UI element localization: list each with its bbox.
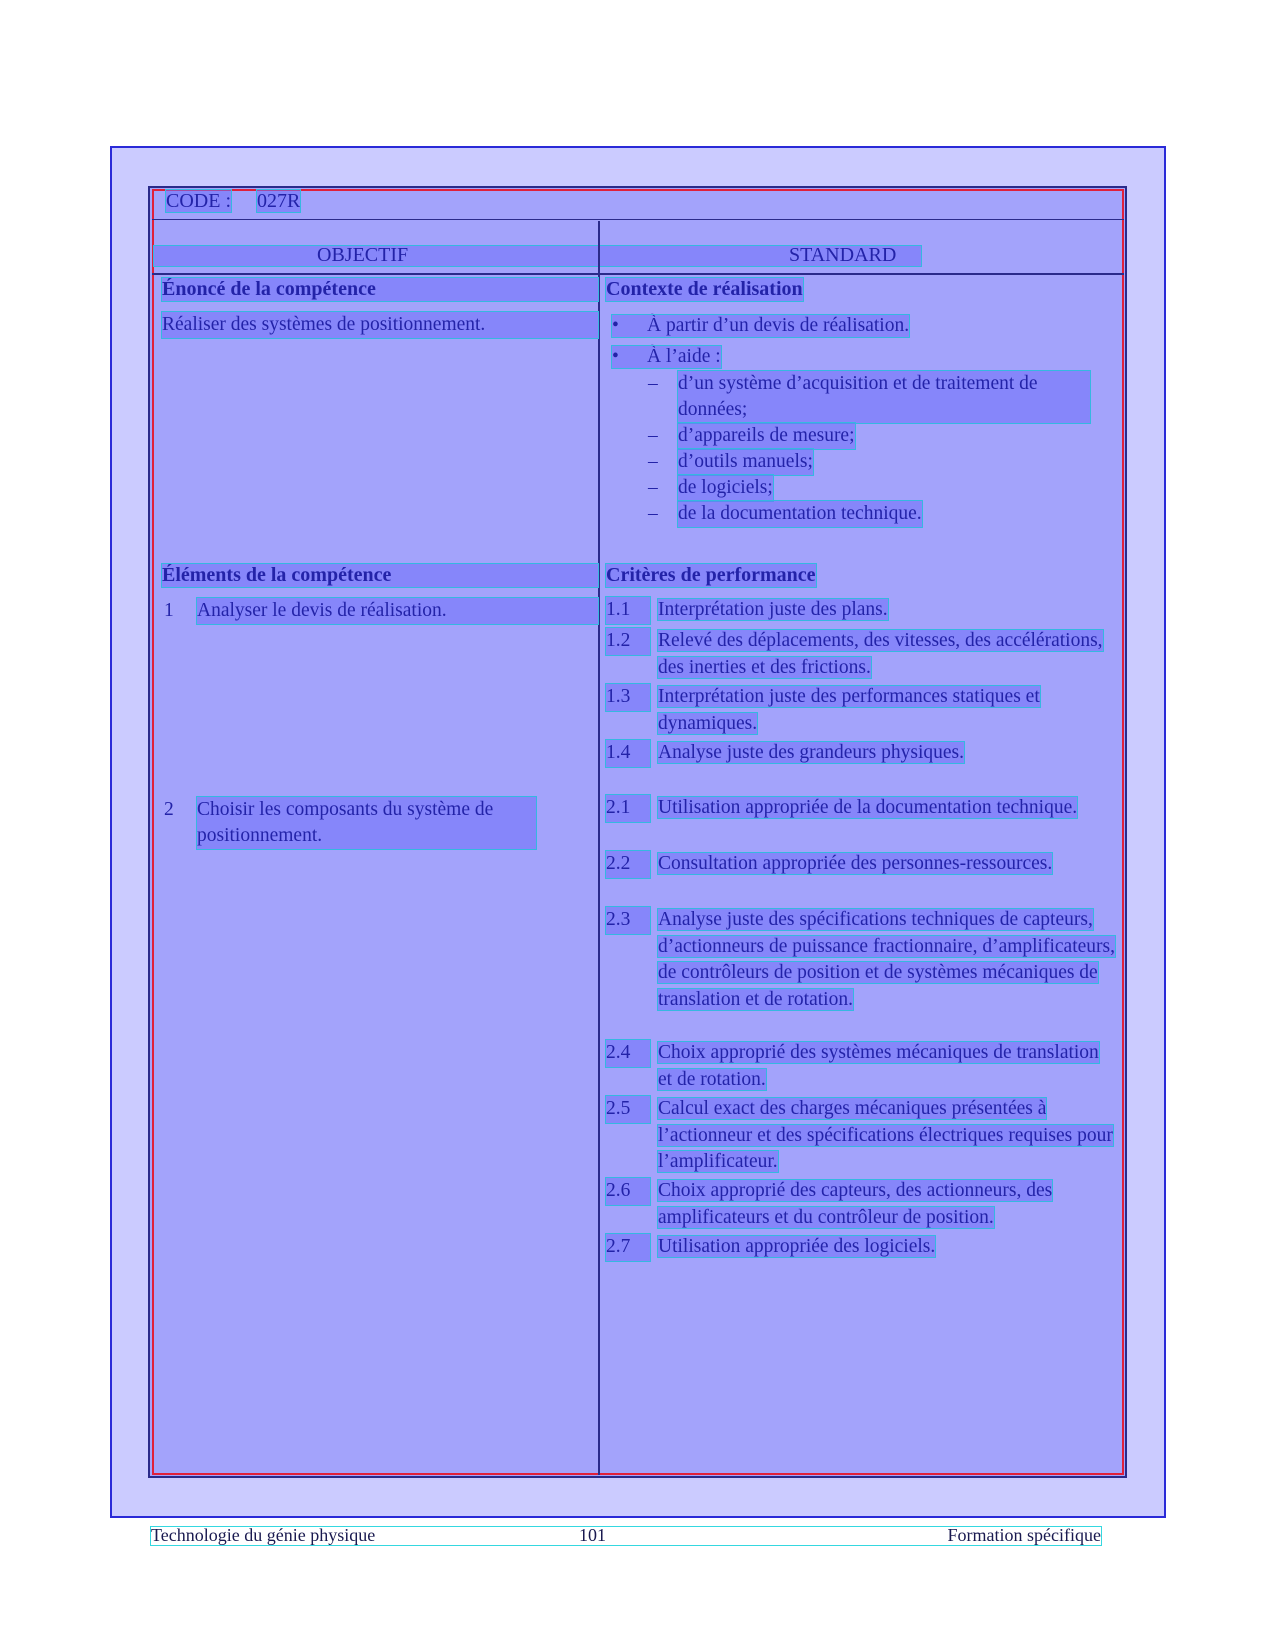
- dash-icon: –: [648, 373, 658, 394]
- criterion-2-7: [606, 1234, 1116, 1261]
- context-subitem-1: [648, 371, 1090, 423]
- header-rule: [152, 273, 1124, 275]
- criterion-text: Utilisation appropriée de la documentation technique.: [658, 797, 1078, 818]
- page-footer: [150, 1526, 1102, 1546]
- criterion-1-3: [606, 684, 1116, 737]
- criterion-text: Utilisation appropriée des logiciels.: [658, 1236, 936, 1257]
- subitem-text: de la documentation technique.: [678, 501, 922, 527]
- criterion-2-3: [606, 907, 1116, 1013]
- criterion-number: 2.3: [606, 907, 650, 934]
- context-subitem-2: [648, 423, 855, 449]
- subitem-text: d’appareils de mesure;: [678, 423, 855, 449]
- element-item-1: [164, 598, 598, 624]
- subitem-text: de logiciels;: [678, 475, 773, 501]
- criterion-2-1: [606, 795, 1116, 822]
- criterion-1-1: [606, 597, 1116, 624]
- criterion-text: Calcul exact des charges mécaniques présentées à l’actionneur et des spécifications électriques requises pour l’amplificateur.: [658, 1098, 1113, 1172]
- criterion-text: Analyse juste des grandeurs physiques.: [658, 742, 964, 763]
- bullet-icon: •: [612, 315, 619, 336]
- dash-icon: –: [648, 425, 658, 446]
- header-standard: STANDARD: [789, 244, 897, 266]
- element-text: Analyser le devis de réalisation.: [197, 598, 598, 624]
- element-number: 2: [164, 799, 174, 820]
- criterion-number: 2.1: [606, 795, 650, 822]
- criteres-title: Critères de performance: [606, 564, 816, 586]
- column-divider: [598, 221, 600, 1475]
- criterion-2-4: [606, 1040, 1116, 1093]
- bullet-icon: •: [612, 346, 619, 367]
- criterion-1-4: [606, 740, 1116, 767]
- context-subitem-5: [648, 501, 922, 527]
- criterion-number: 1.3: [606, 684, 650, 711]
- criterion-text: Interprétation juste des performances statiques et dynamiques.: [658, 686, 1040, 734]
- enonce-text: Réaliser des systèmes de positionnement.: [162, 312, 598, 338]
- context-subitem-4: [648, 475, 773, 501]
- criterion-2-5: [606, 1096, 1116, 1176]
- dash-icon: –: [648, 477, 658, 498]
- subitem-text: d’outils manuels;: [678, 449, 813, 475]
- context-bullet-1: [612, 315, 909, 337]
- criterion-2-2: [606, 851, 1116, 878]
- header-objectif: OBJECTIF: [317, 244, 409, 266]
- footer-page-number: 101: [579, 1525, 606, 1545]
- enonce-title: Énoncé de la compétence: [162, 278, 598, 301]
- elements-title: Éléments de la compétence: [162, 564, 598, 587]
- code-rule: [152, 219, 1124, 220]
- criterion-number: 1.4: [606, 740, 650, 767]
- bullet-text: À partir d’un devis de réalisation.: [647, 315, 910, 336]
- criterion-number: 2.2: [606, 851, 650, 878]
- element-item-2: [164, 797, 536, 849]
- element-number: 1: [164, 600, 174, 621]
- criterion-number: 2.6: [606, 1178, 650, 1205]
- criterion-text: Analyse juste des spécifications techniques de capteurs, d’actionneurs de puissance fractionnaire, d’amplificateurs, de contrôleurs de position et de systèmes mécaniques de translation et de rotation.: [658, 909, 1115, 1010]
- code-value: 027R: [257, 190, 301, 212]
- footer-program: Technologie du génie physique: [151, 1525, 376, 1545]
- contexte-title: Contexte de réalisation: [606, 278, 803, 300]
- dash-icon: –: [648, 503, 658, 524]
- criterion-text: Choix approprié des systèmes mécaniques de translation et de rotation.: [658, 1042, 1099, 1090]
- criterion-number: 2.5: [606, 1096, 650, 1123]
- criterion-2-6: [606, 1178, 1116, 1231]
- criterion-number: 1.1: [606, 597, 650, 624]
- code-line: [166, 190, 300, 213]
- criterion-text: Choix approprié des capteurs, des actionneurs, des amplificateurs et du contrôleur de position.: [658, 1180, 1053, 1228]
- criterion-text: Consultation appropriée des personnes-ressources.: [658, 853, 1053, 874]
- context-bullet-2: [612, 346, 721, 368]
- code-label: CODE :: [166, 190, 231, 212]
- criterion-text: Interprétation juste des plans.: [658, 599, 888, 620]
- criterion-text: Relevé des déplacements, des vitesses, des accélérations, des inerties et des frictions.: [658, 630, 1103, 678]
- criterion-number: 2.7: [606, 1234, 650, 1261]
- footer-section: Formation spécifique: [947, 1525, 1101, 1545]
- subitem-text: d’un système d’acquisition et de traitement de données;: [678, 371, 1090, 423]
- bullet-text: À l’aide :: [647, 346, 721, 367]
- criterion-number: 2.4: [606, 1040, 650, 1067]
- criterion-number: 1.2: [606, 628, 650, 655]
- dash-icon: –: [648, 451, 658, 472]
- element-text: Choisir les composants du système de positionnement.: [197, 797, 536, 849]
- context-subitem-3: [648, 449, 813, 475]
- criterion-1-2: [606, 628, 1116, 681]
